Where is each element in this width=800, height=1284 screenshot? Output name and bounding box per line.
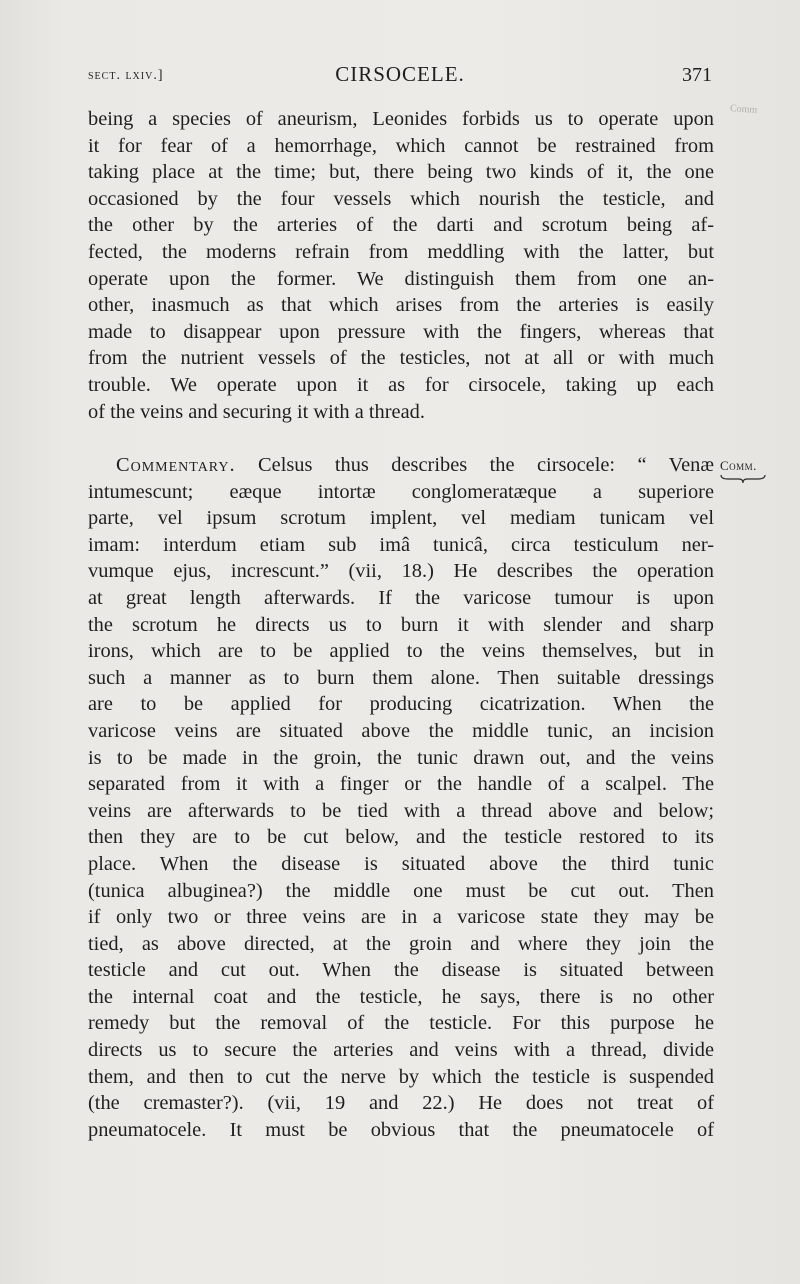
text-line: varicose veins are situated above the middle tunic, an incision [88,719,714,742]
text-line: them, and then to cut the nerve by which the testicle is suspended [88,1065,714,1088]
section-marker: sect. lxiv.] [88,68,164,83]
text-line: separated from it with a finger or the handle of a scalpel. The [88,773,714,796]
text-line: such a manner as to burn them alone. Then suitable dressings [88,666,714,689]
paragraph-2-commentary [88,452,714,1143]
bleed-through-margin-note: Comm [729,103,758,116]
commentary-lead: Commentary. [116,454,236,476]
text-line-first [88,452,714,479]
paragraph-1 [88,106,714,425]
text-line: operate upon the former. We distinguish them from one an- [88,267,714,290]
text-line: remedy but the removal of the testicle. For this purpose he [88,1012,714,1035]
text-line: is to be made in the groin, the tunic drawn out, and the veins [88,746,714,769]
text-line: occasioned by the four vessels which nourish the testicle, and [88,187,714,210]
text-line: (tunica albuginea?) the middle one must be cut out. Then [88,879,714,902]
text-line: pneumatocele. It must be obvious that the pneumatocele of [88,1118,714,1141]
margin-note-commentary: Comm. [720,458,757,473]
page-number: 371 [682,64,712,86]
text-line: intumescunt; eæque intortæ conglomeratæque a superiore [88,480,714,503]
text-line: imam: interdum etiam sub imâ tunicâ, circa testiculum ner- [88,533,714,556]
text-line: the other by the arteries of the darti and scrotum being af- [88,214,714,237]
text-line: the internal coat and the testicle, he says, there is no other [88,985,714,1008]
text-line: trouble. We operate upon it as for cirsocele, taking up each [88,373,714,396]
text-line: being a species of aneurism, Leonides forbids us to operate upon [88,108,714,130]
text-line: (the cremaster?). (vii, 19 and 22.) He does not treat of [88,1092,714,1115]
text-line: taking place at the time; but, there being two kinds of it, the one [88,161,714,184]
text-line: the scrotum he directs us to burn it with slender and sharp [88,613,714,636]
text-line: if only two or three veins are in a varicose state they may be [88,906,714,929]
text-line: of the veins and securing it with a thread. [88,400,425,423]
text-line: place. When the disease is situated above the third tunic [88,852,714,875]
text-line: then they are to be cut below, and the testicle restored to its [88,826,714,849]
text-line: are to be applied for producing cicatrization. When the [88,693,714,716]
text-line: tied, as above directed, at the groin and where they join the [88,932,714,955]
text-line: parte, vel ipsum scrotum implent, vel mediam tunicam vel [88,507,714,530]
text-span: Celsus thus describes the cirsocele: “ Venæ [258,454,714,476]
margin-brace [720,474,766,484]
page-title: CIRSOCELE. [335,62,465,86]
text-line: made to disappear upon pressure with the fingers, whereas that [88,320,714,343]
text-line: directs us to secure the arteries and veins with a thread, divide [88,1039,714,1062]
text-line: vumque ejus, increscunt.” (vii, 18.) He describes the operation [88,560,714,583]
text-line: it for fear of a hemorrhage, which cannot be restrained from [88,134,714,157]
text-line: irons, which are to be applied to the veins themselves, but in [88,640,714,663]
text-line: veins are afterwards to be tied with a thread above and below; [88,799,714,822]
text-line: fected, the moderns refrain from meddling with the latter, but [88,240,714,263]
text-line: testicle and cut out. When the disease is situated between [88,959,714,982]
text-line: at great length afterwards. If the varicose tumour is upon [88,586,714,609]
running-header [88,62,712,92]
text-line: from the nutrient vessels of the testicles, not at all or with much [88,347,714,370]
text-line: other, inasmuch as that which arises from the arteries is easily [88,294,714,317]
